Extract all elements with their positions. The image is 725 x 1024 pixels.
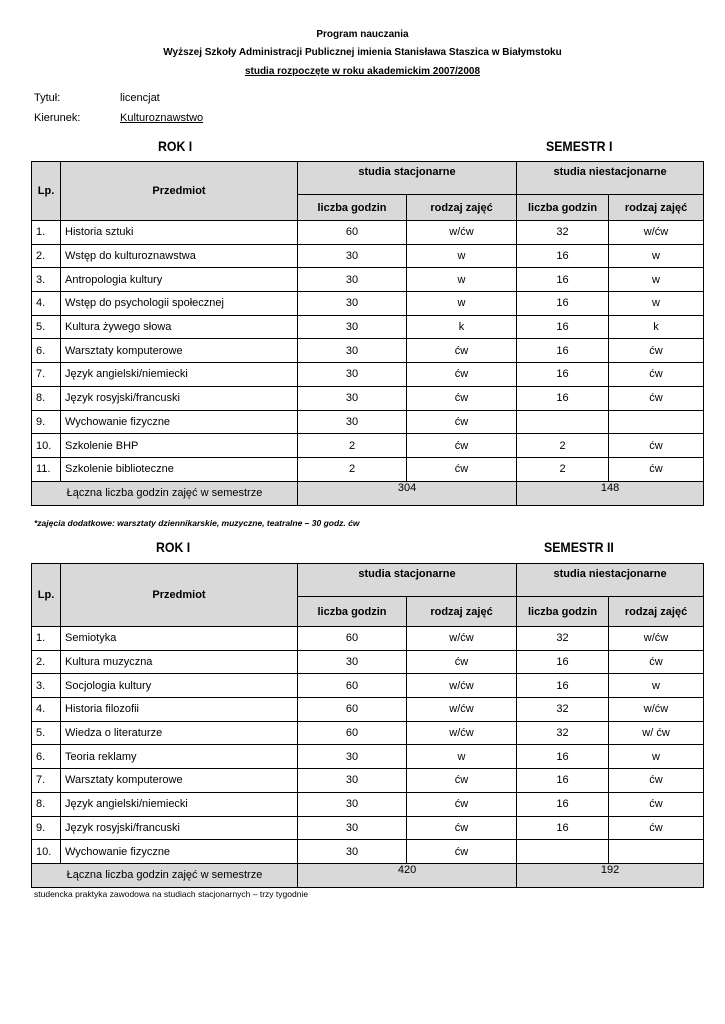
row-lp: 1. [32, 627, 61, 651]
row-nonstationary-hours: 16 [517, 292, 609, 316]
col-stationary: studia stacjonarne [298, 564, 517, 597]
col-stationary: studia stacjonarne [298, 162, 517, 195]
degree-label: Tytuł: [34, 92, 61, 104]
row-stationary-hours: 60 [298, 221, 407, 245]
row-stationary-type: ćw [407, 457, 517, 481]
table-row [32, 363, 704, 387]
sem1-total-row [32, 481, 704, 505]
table-row [32, 244, 704, 268]
row-nonstationary-hours: 16 [517, 816, 609, 840]
row-stationary-type: w [407, 292, 517, 316]
table-row [32, 268, 704, 292]
row-nonstationary-hours: 16 [517, 745, 609, 769]
table-row [32, 315, 704, 339]
row-stationary-type: ćw [407, 386, 517, 410]
table-row [32, 698, 704, 722]
row-stationary-hours: 30 [298, 792, 407, 816]
row-subject: Wstęp do psychologii społecznej [61, 292, 298, 316]
row-stationary-hours: 30 [298, 292, 407, 316]
sem2-total-row [32, 863, 704, 887]
table-row [32, 292, 704, 316]
row-stationary-type: w/ćw [407, 721, 517, 745]
row-subject: Historia filozofii [61, 698, 298, 722]
col-subject: Przedmiot [61, 162, 298, 221]
table-row [32, 339, 704, 363]
row-stationary-hours: 2 [298, 457, 407, 481]
row-lp: 8. [32, 792, 61, 816]
row-stationary-hours: 30 [298, 268, 407, 292]
table-row [32, 745, 704, 769]
row-subject: Język angielski/niemiecki [61, 792, 298, 816]
row-subject: Antropologia kultury [61, 268, 298, 292]
sem2-rows [32, 627, 704, 864]
row-lp: 3. [32, 674, 61, 698]
row-nonstationary-type: ćw [609, 434, 704, 458]
row-lp: 10. [32, 840, 61, 864]
row-lp: 4. [32, 698, 61, 722]
row-nonstationary-hours [517, 840, 609, 864]
sem2-total-stationary: 420 [298, 863, 517, 887]
row-nonstationary-hours: 16 [517, 792, 609, 816]
row-nonstationary-type: ćw [609, 363, 704, 387]
row-nonstationary-hours: 32 [517, 221, 609, 245]
sem2-total-nonstationary: 192 [517, 863, 704, 887]
row-subject: Język rosyjski/francuski [61, 386, 298, 410]
col-lp: Lp. [32, 564, 61, 627]
row-nonstationary-type: w/ ćw [609, 721, 704, 745]
row-nonstationary-hours: 16 [517, 268, 609, 292]
row-stationary-type: ćw [407, 840, 517, 864]
row-nonstationary-hours: 32 [517, 698, 609, 722]
sem1-total-label: Łączna liczba godzin zajęć w semestrze [32, 481, 298, 505]
row-nonstationary-type: w [609, 674, 704, 698]
row-stationary-type: w [407, 244, 517, 268]
table-row [32, 721, 704, 745]
row-lp: 8. [32, 386, 61, 410]
sem1-table [31, 161, 704, 506]
row-nonstationary-hours: 32 [517, 721, 609, 745]
col-nonstationary-hours: liczba godzin [517, 597, 609, 627]
table-row [32, 434, 704, 458]
row-stationary-type: w/ćw [407, 221, 517, 245]
sem1-rows [32, 221, 704, 482]
row-stationary-hours: 60 [298, 627, 407, 651]
row-nonstationary-hours: 32 [517, 627, 609, 651]
row-stationary-type: w [407, 745, 517, 769]
row-subject: Wiedza o literaturze [61, 721, 298, 745]
row-nonstationary-type [609, 410, 704, 434]
row-stationary-type: ćw [407, 792, 517, 816]
row-lp: 6. [32, 339, 61, 363]
row-nonstationary-type: w/ćw [609, 221, 704, 245]
row-subject: Język angielski/niemiecki [61, 363, 298, 387]
row-stationary-hours: 30 [298, 650, 407, 674]
row-stationary-hours: 30 [298, 244, 407, 268]
row-lp: 7. [32, 769, 61, 793]
row-nonstationary-type: w [609, 268, 704, 292]
row-nonstationary-type [609, 840, 704, 864]
row-subject: Szkolenie biblioteczne [61, 457, 298, 481]
row-stationary-type: k [407, 315, 517, 339]
col-stationary-hours: liczba godzin [298, 195, 407, 221]
table-row [32, 674, 704, 698]
row-subject: Warsztaty komputerowe [61, 769, 298, 793]
row-stationary-hours: 30 [298, 840, 407, 864]
row-nonstationary-type: ćw [609, 386, 704, 410]
col-nonstationary: studia niestacjonarne [517, 564, 704, 597]
row-subject: Wychowanie fizyczne [61, 410, 298, 434]
row-stationary-hours: 30 [298, 769, 407, 793]
row-stationary-type: ćw [407, 769, 517, 793]
col-stationary-type: rodzaj zajęć [407, 195, 517, 221]
row-subject: Warsztaty komputerowe [61, 339, 298, 363]
table-row [32, 792, 704, 816]
row-nonstationary-hours: 16 [517, 674, 609, 698]
row-lp: 7. [32, 363, 61, 387]
sem1-note: *zajęcia dodatkowe: warsztaty dziennikarskie, muzyczne, teatralne – 30 godz. ćw [34, 518, 360, 528]
row-nonstationary-hours: 16 [517, 650, 609, 674]
row-nonstationary-hours: 16 [517, 339, 609, 363]
row-nonstationary-hours: 16 [517, 315, 609, 339]
col-lp: Lp. [32, 162, 61, 221]
row-lp: 6. [32, 745, 61, 769]
field-value: Kulturoznawstwo [120, 112, 204, 124]
sem1-year-title: ROK I [158, 138, 193, 154]
row-lp: 4. [32, 292, 61, 316]
table-row [32, 840, 704, 864]
sem1-total-nonstationary: 148 [517, 481, 704, 505]
row-stationary-hours: 30 [298, 410, 407, 434]
row-subject: Teoria reklamy [61, 745, 298, 769]
row-stationary-hours: 30 [298, 745, 407, 769]
table-row [32, 457, 704, 481]
row-stationary-type: w/ćw [407, 627, 517, 651]
col-nonstationary-type: rodzaj zajęć [609, 195, 704, 221]
row-nonstationary-hours: 16 [517, 244, 609, 268]
row-stationary-hours: 30 [298, 816, 407, 840]
row-nonstationary-hours: 2 [517, 457, 609, 481]
row-nonstationary-type: ćw [609, 792, 704, 816]
table-row [32, 769, 704, 793]
table-row [32, 386, 704, 410]
row-nonstationary-type: ćw [609, 816, 704, 840]
row-lp: 5. [32, 315, 61, 339]
table-row [32, 410, 704, 434]
row-stationary-type: ćw [407, 434, 517, 458]
row-stationary-hours: 60 [298, 674, 407, 698]
row-stationary-hours: 30 [298, 339, 407, 363]
table-row [32, 816, 704, 840]
table-row [32, 627, 704, 651]
row-subject: Szkolenie BHP [61, 434, 298, 458]
row-stationary-type: ćw [407, 410, 517, 434]
row-stationary-hours: 30 [298, 386, 407, 410]
row-lp: 2. [32, 650, 61, 674]
row-stationary-type: ćw [407, 816, 517, 840]
table-row [32, 650, 704, 674]
row-nonstationary-type: ćw [609, 769, 704, 793]
academic-year: studia rozpoczęte w roku akademickim 2007/2008 [244, 66, 481, 77]
sem2-table [31, 563, 704, 888]
row-nonstationary-type: w [609, 244, 704, 268]
row-lp: 5. [32, 721, 61, 745]
row-nonstationary-type: ćw [609, 650, 704, 674]
row-subject: Socjologia kultury [61, 674, 298, 698]
sem2-semester-title: SEMESTR II [544, 539, 614, 555]
sem1-total-stationary: 304 [298, 481, 517, 505]
row-stationary-type: w [407, 268, 517, 292]
row-lp: 11. [32, 457, 61, 481]
col-nonstationary-hours: liczba godzin [517, 195, 609, 221]
col-stationary-type: rodzaj zajęć [407, 597, 517, 627]
row-nonstationary-hours: 2 [517, 434, 609, 458]
col-nonstationary-type: rodzaj zajęć [609, 597, 704, 627]
row-nonstationary-type: w [609, 292, 704, 316]
row-stationary-hours: 60 [298, 721, 407, 745]
row-stationary-type: w/ćw [407, 674, 517, 698]
sem2-year-title: ROK I [156, 539, 191, 555]
row-nonstationary-hours: 16 [517, 363, 609, 387]
row-subject: Wstęp do kulturoznawstwa [61, 244, 298, 268]
row-lp: 9. [32, 816, 61, 840]
row-lp: 9. [32, 410, 61, 434]
row-stationary-type: ćw [407, 363, 517, 387]
row-subject: Język rosyjski/francuski [61, 816, 298, 840]
degree-value: licencjat [120, 92, 160, 104]
row-subject: Semiotyka [61, 627, 298, 651]
row-subject: Kultura muzyczna [61, 650, 298, 674]
col-stationary-hours: liczba godzin [298, 597, 407, 627]
row-nonstationary-type: k [609, 315, 704, 339]
row-nonstationary-type: w [609, 745, 704, 769]
sem1-semester-title: SEMESTR I [546, 138, 613, 154]
row-nonstationary-hours: 16 [517, 386, 609, 410]
row-stationary-type: ćw [407, 339, 517, 363]
row-stationary-hours: 2 [298, 434, 407, 458]
row-stationary-hours: 30 [298, 363, 407, 387]
doc-title: Program nauczania [316, 29, 409, 40]
row-nonstationary-type: ćw [609, 457, 704, 481]
col-nonstationary: studia niestacjonarne [517, 162, 704, 195]
row-nonstationary-hours [517, 410, 609, 434]
row-subject: Kultura żywego słowa [61, 315, 298, 339]
row-stationary-type: ćw [407, 650, 517, 674]
institution-name: Wyższej Szkoły Administracji Publicznej imienia Stanisława Staszica w Białymstoku [163, 47, 562, 58]
row-subject: Wychowanie fizyczne [61, 840, 298, 864]
field-label: Kierunek: [34, 112, 81, 124]
row-stationary-type: w/ćw [407, 698, 517, 722]
row-nonstationary-type: w/ćw [609, 627, 704, 651]
col-subject: Przedmiot [61, 564, 298, 627]
row-nonstationary-type: w/ćw [609, 698, 704, 722]
row-lp: 1. [32, 221, 61, 245]
row-lp: 10. [32, 434, 61, 458]
table-row [32, 221, 704, 245]
row-subject: Historia sztuki [61, 221, 298, 245]
row-lp: 2. [32, 244, 61, 268]
sem2-total-label: Łączna liczba godzin zajęć w semestrze [32, 863, 298, 887]
row-stationary-hours: 60 [298, 698, 407, 722]
sem2-note: studencka praktyka zawodowa na studiach stacjonarnych – trzy tygodnie [34, 889, 309, 899]
row-lp: 3. [32, 268, 61, 292]
row-nonstationary-hours: 16 [517, 769, 609, 793]
row-nonstationary-type: ćw [609, 339, 704, 363]
row-stationary-hours: 30 [298, 315, 407, 339]
